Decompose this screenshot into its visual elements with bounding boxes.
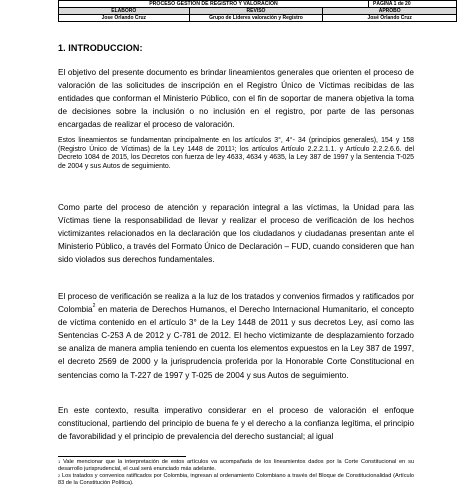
paragraph-context: En este contexto, resulta imperativo considerar en el proceso de valoración el enfoque constitucional, partiendo del principio de buena fe y el derecho a la confianza legítima, el principio de favorabilidad y el principio de prevalencia del derecho sustancial; al igual [58,406,414,442]
footnote-mark: 2 [58,472,61,478]
paragraph-attention-process: Como parte del proceso de atención y reparación integral a las víctimas, la Unidad para las Víctimas tiene la responsabilidad de llevar y realizar el proceso de verificación de los hechos victimizantes relacionados en la declaración que los ciudadanos y ciudadanas presentan ante el Ministerio Público, a través del Formato Único de Declaración – FUD, cuando consideren que han sido violados sus derechos fundamentales. [58,203,414,265]
elaboro-value: Jose Orlando Cruz [59,15,190,22]
approval-table [58,7,457,22]
footnote-1 [58,459,414,473]
paragraph-objective: El objetivo del presente documento es brindar lineamientos generales que orienten el proceso de valoración de las solicitudes de inscripción en el Registro Único de Víctimas recibidas de las entidades que conforman el Ministerio Público, con el fin de soportar de manera objetiva la toma de decisiones sobre la inclusión o no inclusión en el registro, por parte de las personas encargadas de realizar el proceso de valoración. [58,68,414,130]
paragraph-text: ; los artículos Artículo 2.2.2.1.1. y Artículo 2.2.2.6.6. del Decreto 1084 de 2015, los Decretos con fuerza de ley 4633, 4634 y 4635, la Ley 387 de 1997 y la Sentencia T-025 de 2004 y sus Autos de seguimiento. [58,145,414,170]
section-title: 1. INTRODUCCION: [58,43,143,53]
reviso-label: REVISO [189,8,323,15]
aprobo-label: APROBO [323,8,457,15]
footnote-ref-1: 1 [231,145,235,152]
footnote-ref-2: 2 [92,303,96,310]
paragraph-text: El proceso de verificación se realiza a la luz de los tratados y convenios firmados y ratificados por Colombia [58,292,414,315]
paragraph-verification [58,290,414,382]
footnote-2 [58,473,414,487]
aprobo-value: José Orlando Cruz [323,15,457,22]
footnote-separator [58,456,186,457]
footnote-text: Vale mencionar que la interpretación de estos artículos va acompañada de los lineamientos dados por la Corte Constitucional en su desarrollo jurisprudencial, el cual será enunciado más adelante. [58,459,414,472]
reviso-value: Grupo de Lideres valoración y Registro [189,15,323,22]
footnote-text: Los tratados y convenios ratificados por Colombia, ingresan al ordenamiento Colombiano a través del Bloque de Constitucionalidad (Artículo 83 de la Constitución Política). [58,472,414,486]
process-name: PROCESO GESTION DE REGISTRO Y VALORACION [59,1,369,8]
footnote-mark: 1 [58,459,61,464]
elaboro-label: ELABORO [59,8,190,15]
paragraph-text: en materia de Derechos Humanos, el Derecho Internacional Humanitario, el concepto de víctima contenido en el artículo 3° de la Ley 1448 de 2011 y sus decretos Ley, así como las Sentencias C-253 A de 2012 y C-781 de 2012. El hecho victimizante de desplazamiento forzado se analiza de manera amplia teniendo en cuenta los elementos expuestos en la Ley 387 de 1997, el decreto 2569 de 2000 y la jurisprudencia proferida por la Honorable Corte Constitucional en sentencias como la T-227 de 1997 y T-025 de 2004 y sus Autos de seguimiento. [58,305,414,380]
paragraph-text: Estos lineamientos se fundamentan principalmente en los artículos 3°, 4°- 34 (principios generales), 154 y 158 (Registro Único de Víctimas) de la Ley 1448 de 2011 [58,137,414,153]
footnotes [58,459,414,487]
page-number: PÁGINA 1 de 20 [369,1,457,8]
paragraph-legal-basis [58,137,414,171]
